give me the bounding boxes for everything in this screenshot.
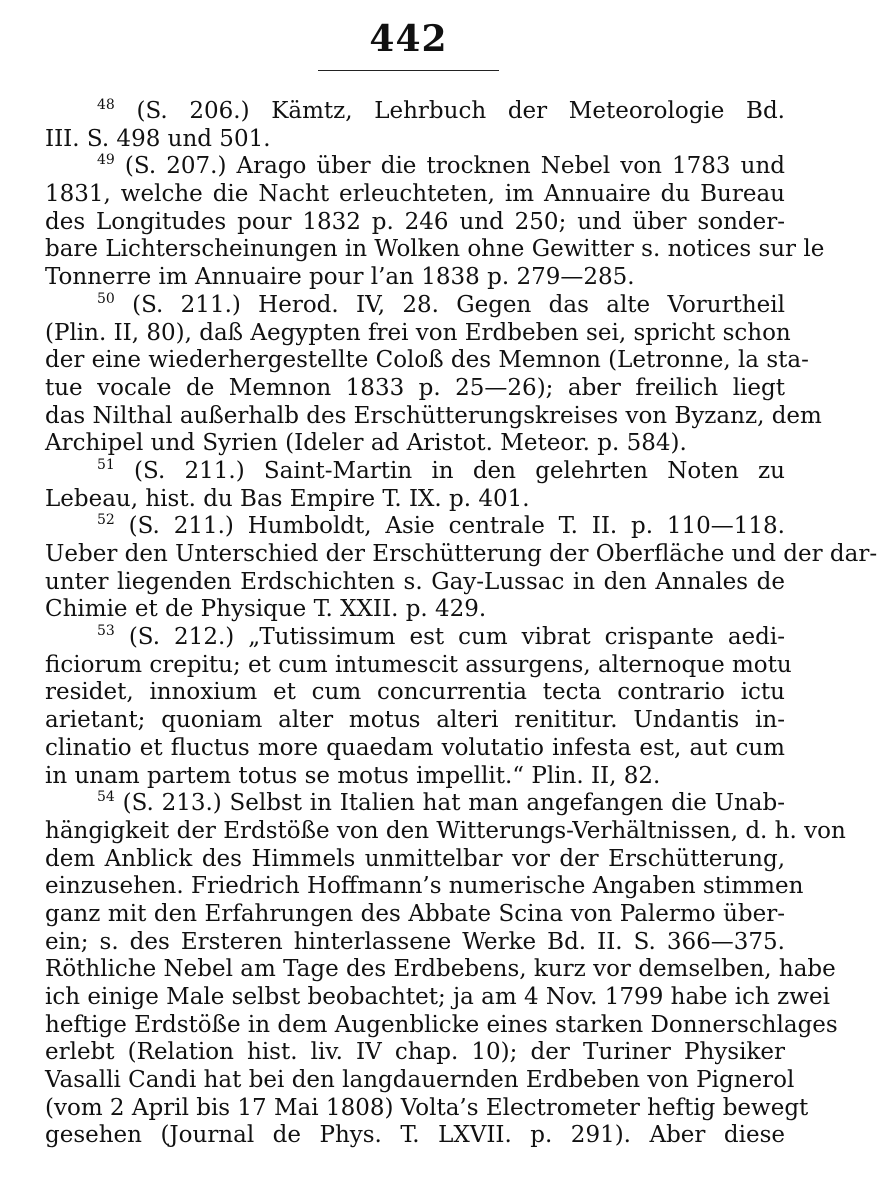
note-line: 1831, welche die Nacht erleuchteten, im Annuaire du Bureau [45, 181, 785, 208]
note-line: des Longitudes pour 1832 p. 246 und 250; und über sonder- [45, 208, 785, 235]
note-line: III. S. 498 und 501. [45, 125, 271, 152]
note-line: heftige Erdstöße in dem Augenblicke eines starken Donnerschlages [45, 1011, 838, 1038]
note-line: das Nilthal außerhalb des Erschütterungskreises von Byzanz, dem [45, 402, 822, 429]
note-line: ich einige Male selbst beobachtet; ja am 4 Nov. 1799 habe ich zwei [45, 984, 830, 1010]
note-line: $^{50}$ (S. 211.) Herod. IV, 28. Gegen das alte Vorurtheil [97, 290, 785, 318]
note-line: clinatio et fluctus more quaedam volutatio infesta est, aut cum [45, 734, 785, 761]
footnote-number: 50 [97, 290, 115, 307]
note-line: erlebt (Relation hist. liv. IV chap. 10); der Turiner Physiker [45, 1039, 785, 1066]
note-line: Archipel und Syrien (Ideler ad Aristot. Meteor. p. 584). [45, 430, 687, 457]
note-line: $^{54}$ (S. 213.) Selbst in Italien hat man angefangen die Unab- [97, 789, 785, 817]
note-line: tue vocale de Memnon 1833 p. 25—26); aber freilich liegt [45, 374, 785, 401]
note-line: $^{53}$ (S. 212.) „Tutissimum est cum vibrat crispante aedi- [97, 623, 785, 651]
note-line: ganz mit den Erfahrungen des Abbate Scina von Palermo über- [45, 900, 785, 927]
note-line: $^{48}$ (S. 206.) Kämtz, Lehrbuch der Meteorologie Bd. [97, 97, 785, 124]
note-line: unter liegenden Erdschichten s. Gay-Lussac in den Annales de [45, 568, 785, 595]
note-line: in unam partem totus se motus impellit.“ Plin. II, 82. [45, 762, 661, 789]
note-line: (vom 2 April bis 17 Mai 1808) Volta’s Electrometer heftig bewegt [45, 1094, 809, 1121]
note-line: $^{52}$ (S. 211.) Humboldt, Asie centrale T. II. p. 110—118. [97, 512, 785, 540]
note-line: ficiorum crepitu; et cum intumescit assurgens, alternoque motu [45, 651, 792, 678]
footnote-number: 51 [97, 456, 115, 473]
note-line: einzusehen. Friedrich Hoffmann’s numerische Angaben stimmen [45, 873, 804, 900]
note-line: Röthliche Nebel am Tage des Erdbebens, kurz vor demselben, habe [45, 956, 836, 983]
note-line: dem Anblick des Himmels unmittelbar vor der Erschütterung, [45, 845, 785, 872]
note-line: der eine wiederhergestellte Coloß des Memnon (Letronne, la sta- [45, 347, 809, 374]
footnote-number: 54 [97, 789, 115, 806]
note-line: hängigkeit der Erdstöße von den Witterungs-Verhältnissen, d. h. von [45, 817, 846, 844]
note-line: gesehen (Journal de Phys. T. LXVII. p. 291). Aber diese [45, 1122, 785, 1149]
footnote-number: 49 [97, 152, 115, 169]
note-line: Chimie et de Physique T. XXII. p. 429. [45, 596, 487, 623]
header-rule [318, 70, 499, 71]
footnote-number: 48 [97, 97, 115, 113]
footnote-number: 52 [97, 512, 115, 529]
footnote-number: 53 [97, 623, 115, 640]
note-line: $^{51}$ (S. 211.) Saint-Martin in den gelehrten Noten zu [97, 456, 785, 484]
endnotes [45, 97, 877, 1150]
note-line: $^{49}$ (S. 207.) Arago über die trocknen Nebel von 1783 und [97, 152, 785, 180]
note-line: Vasalli Candi hat bei den langdauernden Erdbeben von Pignerol [45, 1067, 795, 1094]
page-number: 442 [369, 18, 448, 60]
note-line: (Plin. II, 80), daß Aegypten frei von Erdbeben sei, spricht schon [45, 319, 791, 346]
note-line: Tonnerre im Annuaire pour l’an 1838 p. 279—285. [45, 264, 635, 291]
note-line: arietant; quoniam alter motus alteri renititur. Undantis in- [45, 707, 785, 734]
note-line: residet, innoxium et cum concurrentia tecta contrario ictu [45, 679, 785, 706]
note-line: Lebeau, hist. du Bas Empire T. IX. p. 401. [45, 485, 530, 512]
note-line: Ueber den Unterschied der Erschütterung der Oberfläche und der dar- [45, 541, 877, 567]
note-line: bare Lichterscheinungen in Wolken ohne Gewitter s. notices sur le [45, 236, 825, 263]
note-line: ein; s. des Ersteren hinterlassene Werke Bd. II. S. 366—375. [45, 928, 785, 955]
